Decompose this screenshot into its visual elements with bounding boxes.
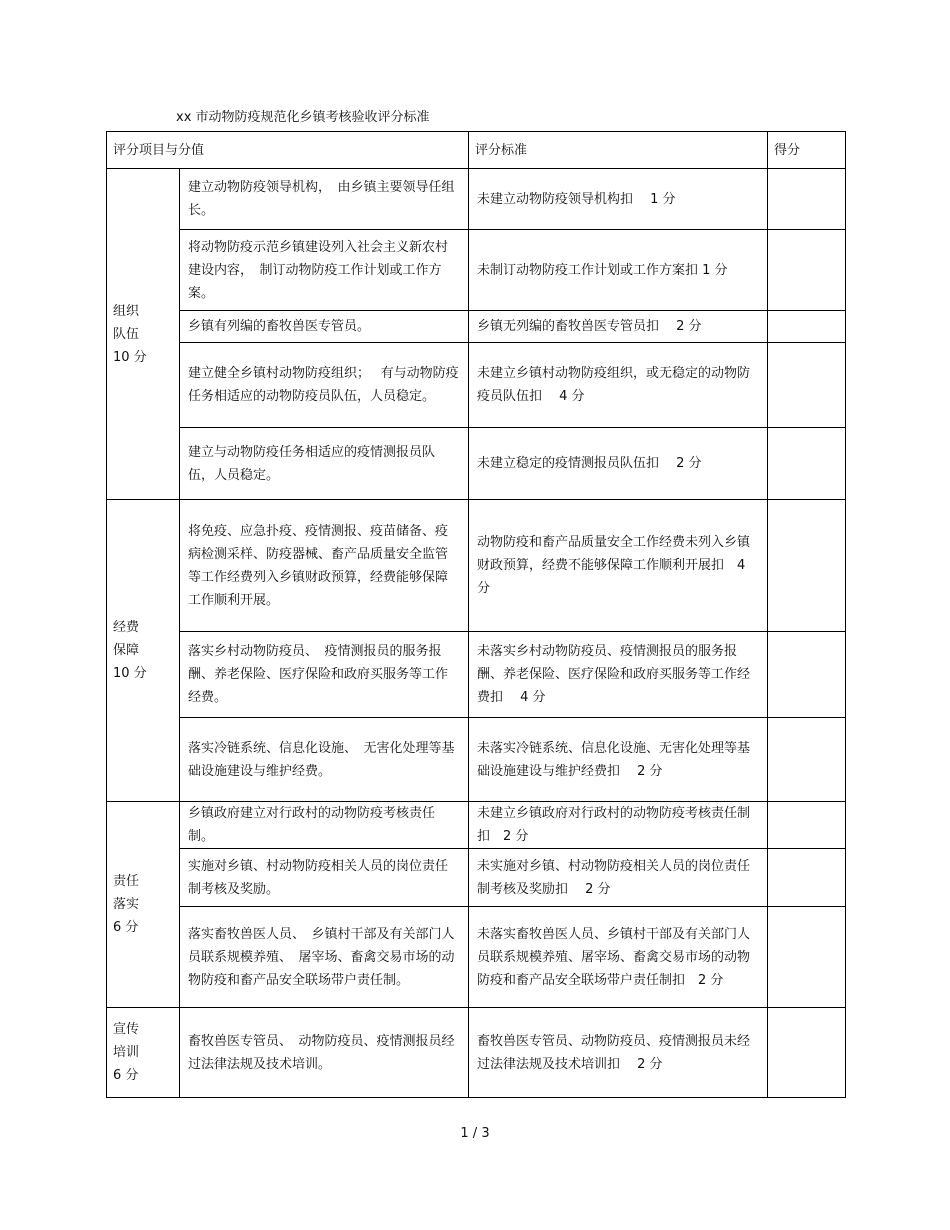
section-name-line: 6 分 xyxy=(113,920,139,935)
score-cell xyxy=(768,907,846,1008)
criterion-item: 建立健全乡镇村动物防疫组织； 有与动物防疫任务相适应的动物防疫员队伍，人员稳定。 xyxy=(180,343,469,428)
criterion-item: 将动物防疫示范乡镇建设列入社会主义新农村建设内容， 制订动物防疫工作计划或工作方案。 xyxy=(180,230,469,311)
criterion-item: 乡镇有列编的畜牧兽医专管员。 xyxy=(180,311,469,343)
score-cell xyxy=(768,1008,846,1098)
scoring-standard: 未制订动物防疫工作计划或工作方案扣 1 分 xyxy=(469,230,768,311)
section-name-line: 6 分 xyxy=(113,1068,139,1083)
section-name-line: 宣传 xyxy=(113,1022,140,1037)
score-cell xyxy=(768,849,846,907)
table-row xyxy=(107,169,846,230)
section-name-line: 培训 xyxy=(113,1045,140,1060)
section-name-line: 保障 xyxy=(113,643,140,658)
criterion-item: 落实冷链系统、信息化设施、 无害化处理等基础设施建设与维护经费。 xyxy=(180,718,469,802)
criterion-item: 建立动物防疫领导机构， 由乡镇主要领导任组长。 xyxy=(180,169,469,230)
criterion-item: 乡镇政府建立对行政村的动物防疫考核责任制。 xyxy=(180,802,469,849)
criterion-item: 落实畜牧兽医人员、 乡镇村干部及有关部门人员联系规模养殖、 屠宰场、畜禽交易市场的动物防疫和畜产品安全联场带户责任制。 xyxy=(180,907,469,1008)
table-row xyxy=(107,500,846,632)
scoring-standard: 未落实乡村动物防疫员、疫情测报员的服务报酬、养老保险、医疗保险和政府买服务等工作经费扣 4 分 xyxy=(469,632,768,718)
scoring-standard: 未落实冷链系统、信息化设施、无害化处理等基础设施建设与维护经费扣 2 分 xyxy=(469,718,768,802)
score-cell xyxy=(768,428,846,500)
scoring-standard: 未建立乡镇政府对行政村的动物防疫考核责任制扣 2 分 xyxy=(469,802,768,849)
score-cell xyxy=(768,802,846,849)
score-cell xyxy=(768,718,846,802)
score-cell xyxy=(768,311,846,343)
criterion-item: 实施对乡镇、村动物防疫相关人员的岗位责任制考核及奖励。 xyxy=(180,849,469,907)
section-name xyxy=(107,1008,180,1098)
section-name-line: 10 分 xyxy=(113,349,147,365)
scoring-standard: 动物防疫和畜产品质量安全工作经费未列入乡镇财政预算，经费不能够保障工作顺利开展扣 4 分 xyxy=(469,500,768,632)
table-row xyxy=(107,632,846,718)
table-row xyxy=(107,230,846,311)
section-name xyxy=(107,802,180,1008)
section-name-line: 责任 xyxy=(113,874,140,889)
criterion-item: 将免疫、应急扑疫、疫情测报、疫苗储备、疫病检测采样、防疫器械、畜产品质量安全监管等工作经费列入乡镇财政预算，经费能够保障工作顺利开展。 xyxy=(180,500,469,632)
section-name-line: 10 分 xyxy=(113,666,147,681)
scoring-standard: 未建立乡镇村动物防疫组织，或无稳定的动物防疫员队伍扣 4 分 xyxy=(469,343,768,428)
table-row xyxy=(107,1008,846,1098)
criterion-item: 畜牧兽医专管员、 动物防疫员、疫情测报员经过法律法规及技术培训。 xyxy=(180,1008,469,1098)
scoring-standard: 未实施对乡镇、村动物防疫相关人员的岗位责任制考核及奖励扣 2 分 xyxy=(469,849,768,907)
score-cell xyxy=(768,230,846,311)
table-row xyxy=(107,802,846,849)
scoring-standard: 未建立稳定的疫情测报员队伍扣 2 分 xyxy=(469,428,768,500)
table-row xyxy=(107,907,846,1008)
table-row xyxy=(107,718,846,802)
section-name-line: 组织 xyxy=(113,303,140,319)
scoring-standard: 未建立动物防疫领导机构扣 1 分 xyxy=(469,169,768,230)
page-number: 1 / 3 xyxy=(460,1126,490,1141)
header-row xyxy=(107,132,846,169)
score-cell xyxy=(768,343,846,428)
score-cell xyxy=(768,632,846,718)
scoring-table xyxy=(106,131,846,1098)
table-row xyxy=(107,343,846,428)
scoring-standard: 乡镇无列编的畜牧兽医专管员扣 2 分 xyxy=(469,311,768,343)
criterion-item: 建立与动物防疫任务相适应的疫情测报员队伍，人员稳定。 xyxy=(180,428,469,500)
section-name-line: 队伍 xyxy=(113,326,140,342)
header-item: 评分项目与分值 xyxy=(107,132,469,169)
scoring-standard: 畜牧兽医专管员、动物防疫员、疫情测报员未经过法律法规及技术培训扣 2 分 xyxy=(469,1008,768,1098)
table-row xyxy=(107,311,846,343)
score-cell xyxy=(768,500,846,632)
section-name-line: 落实 xyxy=(113,897,140,912)
header-score: 得分 xyxy=(768,132,846,169)
table-row xyxy=(107,428,846,500)
section-name xyxy=(107,500,180,802)
header-standard: 评分标准 xyxy=(469,132,768,169)
criterion-item: 落实乡村动物防疫员、 疫情测报员的服务报酬、养老保险、医疗保险和政府买服务等工作经费。 xyxy=(180,632,469,718)
scoring-standard: 未落实畜牧兽医人员、乡镇村干部及有关部门人员联系规模养殖、屠宰场、畜禽交易市场的动物防疫和畜产品安全联场带户责任制扣 2 分 xyxy=(469,907,768,1008)
section-name xyxy=(107,169,180,500)
document-title: xx 市动物防疫规范化乡镇考核验收评分标准 xyxy=(176,110,430,125)
section-name-line: 经费 xyxy=(113,620,140,635)
table-row xyxy=(107,849,846,907)
score-cell xyxy=(768,169,846,230)
